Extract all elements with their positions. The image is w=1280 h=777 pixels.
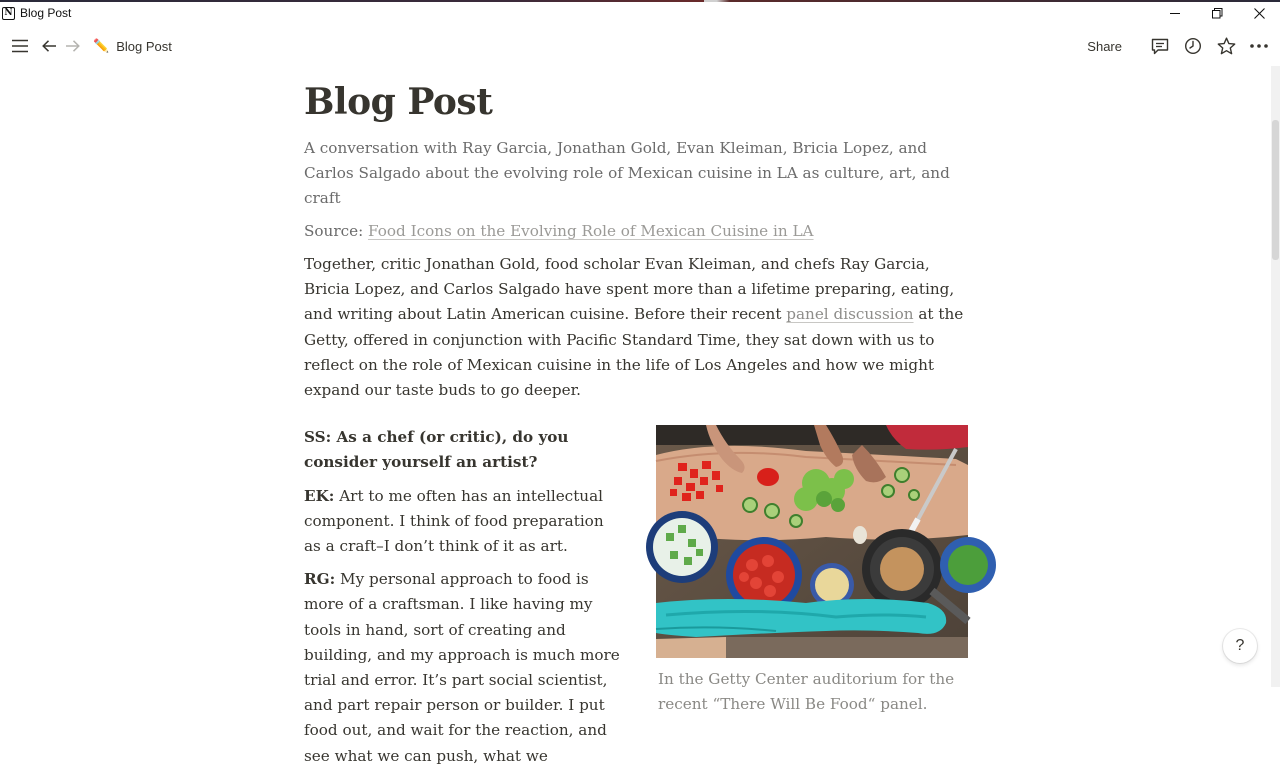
help-button[interactable]: ? bbox=[1223, 629, 1257, 663]
food-preparation-photo[interactable] bbox=[656, 425, 968, 658]
answer-ek[interactable] bbox=[304, 484, 622, 560]
share-button[interactable]: Share bbox=[1087, 38, 1122, 54]
interview-column bbox=[304, 425, 622, 777]
answer-rg[interactable] bbox=[304, 567, 622, 769]
intro-text-after: at the Getty, offered in conjunction with Pacific Standard Time, they sat down with us to reflect on the role of Mexican cuisine in the life of Los Angeles and how we might expand our taste buds to go deeper. bbox=[304, 305, 964, 400]
speaker-rg: RG: bbox=[304, 570, 336, 589]
page-content bbox=[304, 78, 972, 765]
breadcrumb[interactable] bbox=[93, 38, 172, 54]
page-title[interactable]: Blog Post bbox=[304, 81, 493, 123]
minimize-icon bbox=[1170, 8, 1181, 19]
window-title: Blog Post bbox=[20, 6, 72, 20]
menu-icon bbox=[12, 39, 28, 53]
top-toolbar bbox=[0, 30, 1280, 62]
comments-button[interactable] bbox=[1149, 35, 1171, 57]
source-link[interactable]: Food Icons on the Evolving Role of Mexican Cuisine in LA bbox=[368, 222, 814, 240]
title-bar bbox=[0, 2, 1280, 24]
notion-logo-icon: N bbox=[2, 7, 15, 20]
image-column bbox=[656, 425, 968, 717]
forward-button[interactable] bbox=[65, 37, 81, 55]
source-label: Source: bbox=[304, 222, 369, 240]
minimize-button[interactable] bbox=[1154, 2, 1196, 24]
breadcrumb-page-title: Blog Post bbox=[116, 38, 172, 54]
close-icon bbox=[1254, 8, 1265, 19]
intro-paragraph[interactable] bbox=[304, 252, 972, 403]
more-options-button[interactable] bbox=[1248, 35, 1270, 57]
menu-button[interactable] bbox=[11, 37, 29, 55]
answer-rg-text: My personal approach to food is more of a craftsman. I like having my tools in hand, sort of creating and building, and my approach is much more trial and error. It’s part social scientist, and part repair person or builder. I put food out, and wait for the reaction, and see what we can push, what we bbox=[304, 570, 620, 765]
clock-icon bbox=[1184, 37, 1202, 55]
forward-arrow-icon bbox=[66, 40, 80, 52]
page-scrollbar[interactable] bbox=[1271, 66, 1280, 687]
intro-text-before: Together, critic Jonathan Gold, food scholar Evan Kleiman, and chefs Ray Garcia, Bricia Lopez, and Carlos Salgado have spent more than a lifetime preparing, eating, and writing about Latin American cuisine. Before their recent bbox=[304, 255, 955, 324]
back-button[interactable] bbox=[41, 37, 57, 55]
restore-icon bbox=[1212, 8, 1223, 19]
pencil-icon: ✏️ bbox=[93, 38, 110, 53]
two-column-block bbox=[304, 425, 972, 765]
window-controls bbox=[1154, 2, 1280, 24]
comment-icon bbox=[1151, 38, 1169, 55]
favorite-button[interactable] bbox=[1215, 35, 1237, 57]
source-line[interactable] bbox=[304, 219, 972, 244]
back-arrow-icon bbox=[42, 40, 56, 52]
more-icon bbox=[1250, 44, 1268, 48]
answer-ek-text: Art to me often has an intellectual component. I think of food preparation as a craft–I don’t think of it as art. bbox=[304, 486, 604, 556]
toolbar-actions bbox=[1087, 30, 1270, 62]
image-caption[interactable]: In the Getty Center auditorium for the recent “There Will Be Food“ panel. bbox=[658, 670, 955, 714]
updates-button[interactable] bbox=[1182, 35, 1204, 57]
star-icon bbox=[1217, 37, 1236, 55]
interview-question[interactable]: SS: As a chef (or critic), do you consider yourself an artist? bbox=[304, 428, 569, 472]
panel-discussion-link[interactable]: panel discussion bbox=[786, 305, 914, 324]
close-button[interactable] bbox=[1238, 2, 1280, 24]
scrollbar-thumb[interactable] bbox=[1272, 120, 1279, 260]
speaker-ek: EK: bbox=[304, 486, 335, 505]
restore-button[interactable] bbox=[1196, 2, 1238, 24]
page-subtitle[interactable]: A conversation with Ray Garcia, Jonathan Gold, Evan Kleiman, Bricia Lopez, and Carlos Salgado about the evolving role of Mexican cuisine in LA as culture, art, and craft bbox=[304, 139, 950, 207]
